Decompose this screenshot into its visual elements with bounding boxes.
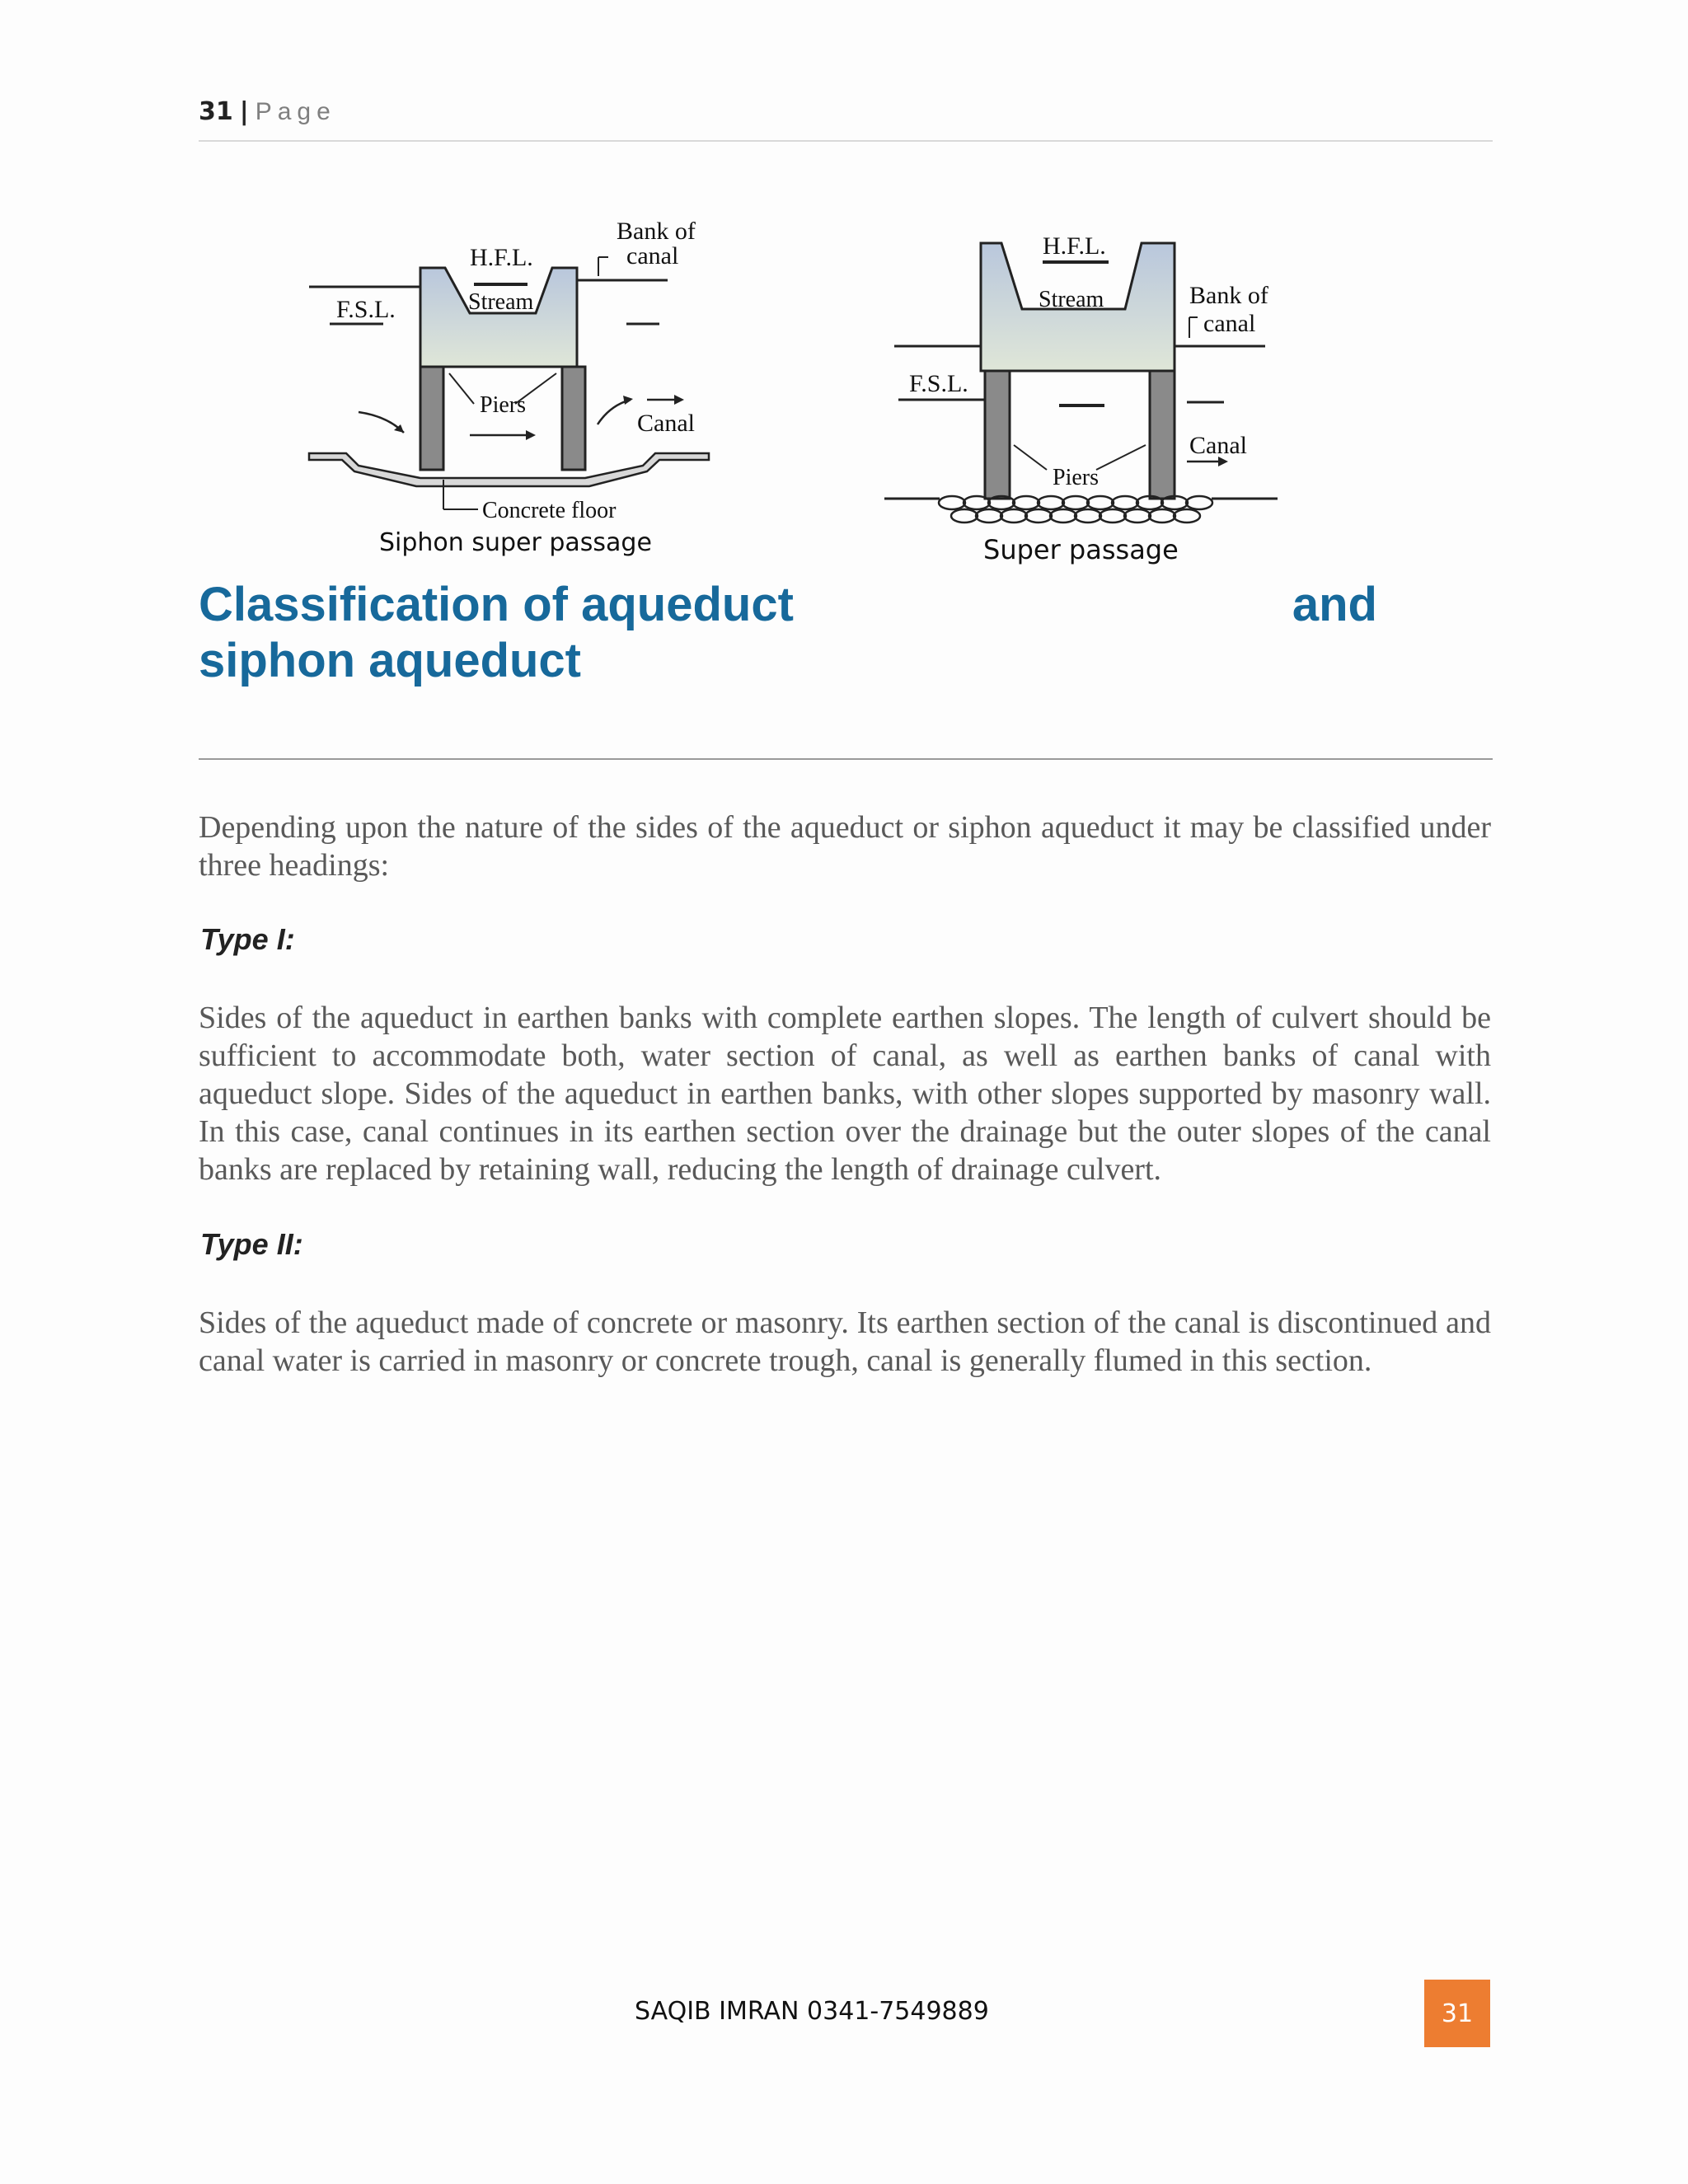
label-bank-of: Bank of	[617, 218, 696, 245]
label-hfl: H.F.L.	[1043, 232, 1106, 260]
header-page-word: Page	[255, 98, 336, 125]
footer-author: SAQIB IMRAN 0341-7549889	[635, 1997, 989, 2026]
label-piers: Piers	[1053, 465, 1099, 490]
pier-right	[562, 367, 585, 470]
heading-divider	[199, 758, 1493, 760]
label-canal: Canal	[1189, 432, 1247, 459]
label-concrete-floor: Concrete floor	[482, 498, 617, 523]
type2-paragraph: Sides of the aqueduct made of concrete or masonry. Its earthen section of the canal is discontinued and canal water is carried in masonry or concrete trough, canal is generally flumed in this section.	[199, 1305, 1491, 1378]
label-stream: Stream	[468, 289, 534, 315]
label-canal-bank: canal	[1203, 310, 1256, 337]
caption-siphon-super-passage: Siphon super passage	[379, 528, 652, 557]
label-stream: Stream	[1039, 287, 1104, 312]
label-canal-bank: canal	[626, 242, 679, 269]
cobble-bed	[939, 496, 1212, 523]
type1-label: Type I:	[200, 922, 295, 956]
label-fsl: F.S.L.	[909, 370, 968, 397]
intro-paragraph: Depending upon the nature of the sides of the aqueduct or siphon aqueduct it may be classified under three headings:	[199, 810, 1491, 883]
section-heading	[199, 577, 1377, 689]
header-separator: |	[239, 97, 249, 126]
page-header	[199, 97, 1493, 142]
caption-super-passage: Super passage	[983, 534, 1179, 565]
pier-left	[985, 371, 1010, 499]
concrete-floor	[309, 453, 709, 486]
heading-part2: and	[1292, 578, 1377, 631]
heading-line2: siphon aqueduct	[199, 634, 581, 687]
type1-paragraph: Sides of the aqueduct in earthen banks with complete earthen slopes. The length of culvert should be sufficient to accommodate both, water section of canal, as well as earthen banks of canal with aqueduct slope. Sides of the aqueduct in earthen banks, with other slopes supported by masonry wall. In this case, canal continues in its earthen section over the drainage but the outer slopes of the canal banks are replaced by retaining wall, reducing the length of drainage culvert.	[199, 1001, 1491, 1187]
footer-page-number: 31	[1424, 1980, 1490, 2047]
label-canal: Canal	[637, 410, 695, 437]
pier-left	[420, 367, 443, 470]
type2-label: Type II:	[200, 1227, 303, 1261]
header-page-number: 31	[199, 97, 233, 126]
label-hfl: H.F.L.	[470, 244, 533, 271]
siphon-super-passage-figure	[305, 214, 717, 569]
label-fsl: F.S.L.	[336, 296, 396, 323]
super-passage-figure	[878, 223, 1306, 577]
heading-part1: Classification of aqueduct	[199, 578, 794, 631]
label-piers: Piers	[480, 392, 526, 418]
pier-right	[1150, 371, 1175, 499]
label-bank-of: Bank of	[1189, 282, 1268, 309]
